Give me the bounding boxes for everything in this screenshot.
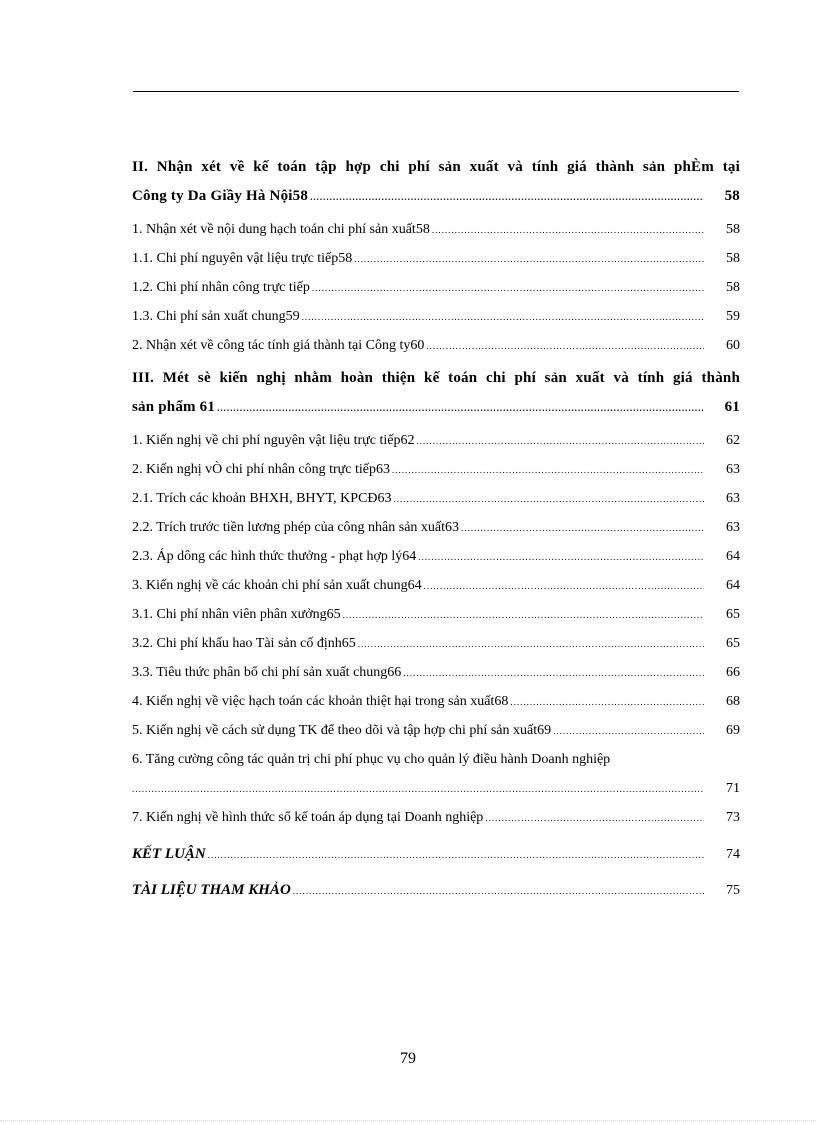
dot-leader: [510, 688, 704, 717]
dot-leader: [354, 245, 704, 274]
dot-leader: [553, 717, 704, 746]
toc-item[interactable]: [132, 331, 740, 360]
toc-item-title: 6. Tăng cường công tác quản trị chi phí phục vụ cho quản lý điều hành Doanh nghiệp: [132, 752, 611, 767]
toc-item[interactable]: [132, 571, 740, 600]
toc-page-number: 62: [726, 433, 740, 448]
toc-page-number: 58: [726, 222, 740, 237]
dot-leader: [426, 332, 704, 361]
toc-page-number: 74: [726, 847, 740, 862]
toc-item-title: 1.1. Chi phí nguyên vật liệu trực tiếp58: [132, 251, 353, 266]
toc-item-title: 1.2. Chi phí nhân công trực tiếp: [132, 280, 310, 295]
dot-leader: [461, 514, 704, 543]
toc-page-number: 58: [726, 251, 740, 266]
toc-item-title: 2. Nhận xét về công tác tính giá thành tại Công ty60: [132, 338, 425, 353]
toc-page-number: 61: [724, 399, 740, 415]
dot-leader: [416, 427, 704, 456]
dot-leader: [217, 394, 704, 423]
dot-leader: [293, 873, 704, 909]
toc-item-title: 3. Kiến nghị về các khoản chi phí sản xuất chung64: [132, 578, 422, 593]
toc-page-number: 60: [726, 338, 740, 353]
dot-leader: [424, 572, 704, 601]
dot-leader: [302, 303, 704, 332]
toc-conclusion-title: KẾT LUẬN: [132, 846, 206, 862]
toc-section-2[interactable]: [132, 153, 740, 211]
toc-item-title: 1.3. Chi phí sản xuất chung59: [132, 309, 300, 324]
toc-item[interactable]: [132, 455, 740, 484]
toc-item[interactable]: [132, 629, 740, 658]
toc-item[interactable]: [132, 215, 740, 244]
toc-page-number: 58: [724, 188, 740, 204]
toc-item[interactable]: [132, 273, 740, 302]
toc-item-title: 4. Kiến nghị về việc hạch toán các khoản thiệt hại trong sản xuất68: [132, 694, 509, 709]
toc-item-7[interactable]: [132, 803, 740, 832]
toc-references-title: TÀI LIỆU THAM KHẢO: [132, 882, 291, 898]
toc-item[interactable]: [132, 716, 740, 745]
dot-leader: [403, 659, 704, 688]
toc-page-number: 73: [726, 810, 740, 825]
dot-leader: [394, 485, 704, 514]
toc-section-3-title-line2: sản phẩm 61: [132, 399, 216, 415]
toc-item-title: 3.2. Chi phí khấu hao Tài sản cố định65: [132, 636, 356, 651]
page-bottom-edge: [0, 1120, 816, 1121]
toc-item-title: 3.3. Tiêu thức phân bổ chi phí sản xuất chung66: [132, 665, 402, 680]
toc-page-number: 58: [726, 280, 740, 295]
toc-item[interactable]: [132, 244, 740, 273]
toc-item[interactable]: [132, 513, 740, 542]
toc-item-title: 1. Kiến nghị về chi phí nguyên vật liệu trực tiếp62: [132, 433, 415, 448]
dot-leader: [432, 216, 704, 245]
toc-section-2-title-line2: Công ty Da Giầy Hà Nội58: [132, 188, 309, 204]
toc-item[interactable]: [132, 687, 740, 716]
dot-leader: [418, 543, 704, 572]
toc-item-title: 2.2. Trích trước tiền lương phép của công nhân sản xuất63: [132, 520, 460, 535]
table-of-contents: [132, 153, 740, 908]
dot-leader: [312, 274, 704, 303]
dot-leader: [208, 837, 704, 873]
toc-conclusion[interactable]: [132, 836, 740, 872]
toc-item-title: 2. Kiến nghị vÒ chi phí nhân công trực tiếp63: [132, 462, 390, 477]
toc-page-number: 75: [726, 883, 740, 898]
dot-leader: [343, 601, 704, 630]
dot-leader: [310, 183, 704, 212]
toc-item-title: 1. Nhận xét về nội dung hạch toán chi phí sản xuất58: [132, 222, 430, 237]
toc-item[interactable]: [132, 484, 740, 513]
toc-item[interactable]: [132, 658, 740, 687]
toc-page-number: 65: [726, 636, 740, 651]
toc-item-title: 7. Kiến nghị về hình thức sổ kế toán áp dụng tại Doanh nghiệp: [132, 810, 484, 825]
toc-item[interactable]: [132, 302, 740, 331]
toc-page-number: 69: [726, 723, 740, 738]
toc-item-title: 2.3. Áp dông các hình thức thưởng - phạt hợp lý64: [132, 549, 417, 564]
toc-item-6[interactable]: [132, 745, 740, 803]
toc-page-number: 63: [726, 462, 740, 477]
toc-page-number: 64: [726, 578, 740, 593]
header-rule: [133, 91, 739, 92]
toc-section-3-title-line1: III. Mét sè kiến nghị nhằm hoàn thiện kế toán chi phí sản xuất và tính giá thành: [132, 370, 740, 386]
toc-references[interactable]: [132, 872, 740, 908]
toc-item-title: 2.1. Trích các khoản BHXH, BHYT, KPCĐ63: [132, 491, 392, 506]
toc-page-number: 59: [726, 309, 740, 324]
toc-item[interactable]: [132, 426, 740, 455]
toc-page-number: 64: [726, 549, 740, 564]
dot-leader: [485, 804, 704, 833]
toc-item-title: 5. Kiến nghị về cách sử dụng TK để theo dõi và tập hợp chi phí sản xuất69: [132, 723, 552, 738]
toc-item[interactable]: [132, 600, 740, 629]
toc-page-number: 66: [726, 665, 740, 680]
dot-leader: [132, 775, 704, 804]
toc-page-number: 65: [726, 607, 740, 622]
toc-item-title: 3.1. Chi phí nhân viên phân xưởng65: [132, 607, 341, 622]
toc-page-number: 68: [726, 694, 740, 709]
toc-section-3[interactable]: [132, 364, 740, 422]
dot-leader: [358, 630, 704, 659]
page-number: 79: [400, 1050, 416, 1067]
toc-page-number: 63: [726, 520, 740, 535]
dot-leader: [392, 456, 704, 485]
toc-section-2-title-line1: II. Nhận xét về kế toán tập hợp chi phí sản xuất và tính giá thành sản phÈm tại: [132, 159, 740, 175]
toc-item[interactable]: [132, 542, 740, 571]
toc-page-number: 71: [726, 781, 740, 796]
toc-page-number: 63: [726, 491, 740, 506]
